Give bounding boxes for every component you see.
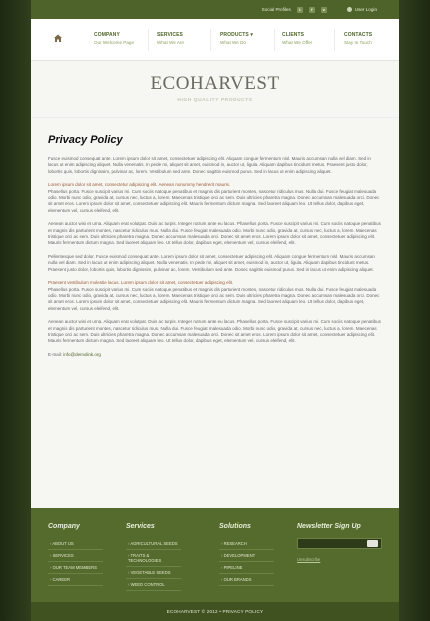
paragraph (48, 254, 382, 273)
paragraph (48, 221, 382, 247)
footer-link[interactable]: › DEVELOPMENT (219, 550, 274, 562)
footer-link[interactable]: › OUR BRANDS (219, 574, 274, 586)
paragraph (48, 319, 382, 345)
nav-item-contacts[interactable] (344, 32, 372, 45)
mail-icon[interactable] (367, 540, 378, 547)
copyright-bar: ECOHARVEST © 2012 • PRIVACY POLICY (31, 602, 399, 621)
footer-link[interactable]: › TRAITS & TECHNOLOGIES (126, 550, 181, 567)
vimeo-icon[interactable]: v (322, 7, 325, 12)
footer-link[interactable]: › RESEARCH (219, 538, 274, 550)
footer-link[interactable]: › VEGETABLE SEEDS (126, 567, 181, 579)
social-profiles-label: Social Profiles (261, 7, 291, 12)
user-icon (347, 7, 352, 12)
nav-item-clients[interactable] (282, 32, 312, 45)
nav-subtitle: Stay In Touch (344, 40, 372, 45)
site-container (31, 0, 399, 621)
email-label: E-mail: (48, 351, 63, 357)
footer-services (126, 523, 181, 591)
footer-link[interactable]: › PIPELINE (219, 562, 274, 574)
footer-link[interactable]: › OUR TEAM MEMBERS (48, 562, 103, 574)
paragraph-lead: Praesent vestibulum molestie lacus. Lorem ipsum dolor sit amet, consectetuer adipiscing elit. (48, 280, 234, 286)
nav-item-products[interactable] (220, 32, 253, 45)
top-bar (31, 0, 399, 19)
footer-heading: Company (48, 523, 80, 530)
paragraph (48, 182, 382, 214)
footer-link[interactable]: › WEED CONTROL (126, 579, 181, 591)
footer-link[interactable]: › SERVICES (48, 550, 103, 562)
footer-link[interactable]: › CAREER (48, 574, 103, 586)
user-login-label: User Login (354, 7, 377, 12)
facebook-icon[interactable]: f (309, 7, 315, 13)
nav-item-services[interactable] (157, 32, 184, 45)
unsubscribe-link[interactable]: Unsubscribe (297, 557, 321, 562)
nav-subtitle: What We Do (220, 40, 246, 45)
footer-company (48, 523, 103, 586)
nav-title: CONTACTS (344, 32, 373, 38)
paragraph-text: Aenean auctor wisi et urna. Aliquam erat volutpat. Duis ac turpis. Integer rutrum ante eu lacus. Phasellus porta. Fusce suscipit varius mi. Cum sociis natoque penatibus et magnis dis parturient montes, nascetur ridiculus mus. Nulla dui. Fusce feugiat malesuada odio. Morbi nunc odio, gravida at, cursus nec, luctus a, lorem. Maecenas tristique orci ac sem. Duis ultricies pharetra magna. Donec accumsan malesuada orci. Donec sit amet eros. Lorem ipsum dolor sit amet, consectetuer adipiscing elit. Mauris fermentum dictum magna. Sed laoreet aliquam leo. Ut tellus dolor, dapibus eget, elementum vel, cursus eleifend, elit. (48, 319, 381, 344)
newsletter-email-input[interactable] (297, 538, 382, 549)
footer-newsletter (297, 523, 382, 562)
paragraph-text: Phasellus porta. Fusce suscipit varius mi. Cum sociis natoque penatibus et magnis dis parturient montes, nascetur ridiculus mus. Nulla dui. Fusce feugiat malesuada odio. Morbi nunc odio, gravida at, cursus nec, luctus a, lorem. Maecenas tristique orci ac sem. Duis ultricies pharetra magna. Donec accumsan malesuada orci. Donec sit amet eros. Lorem ipsum dolor sit amet, consectetuer adipiscing elit. Mauris fermentum dictum magna. Sed laoreet aliquam leo. Ut tellus dolor, dapibus eget, elementum vel, cursus eleifend, elit. (48, 188, 380, 213)
logo-subtitle: HIGH QUALITY PRODUCTS (177, 98, 253, 103)
footer-heading: Solutions (219, 523, 251, 530)
paragraph-text: Aenean auctor wisi et urna. Aliquam erat volutpat. Duis ac turpis. Integer rutrum ante eu lacus. Phasellus porta. Fusce suscipit varius mi. Cum sociis natoque penatibus et magnis dis parturient montes, nascetur ridiculus mus. Nulla dui. Fusce feugiat malesuada odio. Morbi nunc odio, gravida at, cursus nec, luctus a, lorem. Maecenas tristique orci ac sem. Duis ultricies pharetra magna. Donec accumsan malesuada orci. Donec sit amet eros. Lorem ipsum dolor sit amet, consectetuer adipiscing elit. Mauris fermentum dictum magna. Sed laoreet aliquam leo. Ut tellus dolor, dapibus eget, elementum vel, cursus eleifend, elit. (48, 221, 381, 246)
paragraph (48, 156, 382, 175)
user-login-link[interactable] (347, 7, 377, 12)
nav-title: SERVICES (157, 32, 183, 38)
paragraph-text: Fusce euismod consequat ante. Lorem ipsum dolor sit amet, consectetuer adipiscing elit. Aliquam congue fermentum nisl. Mauris accumsan nulla vel diam. Sed in lacus ut enim adipiscing aliquet. Nulla venenatis. In pede mi, aliquet sit amet, euismod in, auctor ut, ligula. Aliquam dapibus tincidunt metus. Praesent justo dolor, lobortis quis, lobortis dignissim, pulvinar ac, lorem. Vestibulum sed ante. Donec sagittis euismod purus. Sed in lacus ut enim adipiscing aliquet. (48, 156, 371, 174)
chevron-down-icon: ▾ (250, 32, 253, 38)
paragraph-lead: Lorem ipsum dolor sit amet, consectetur adipiscing elit. Aenean nonummy hendrerit mauris. (48, 182, 231, 188)
main-nav (31, 19, 399, 61)
nav-item-company[interactable] (94, 32, 134, 45)
page-title: Privacy Policy (48, 134, 123, 146)
logo-title: ECOHARVEST (150, 73, 280, 94)
nav-title: PRODUCTS (220, 32, 249, 38)
nav-subtitle: What We Are (157, 40, 184, 45)
paragraph-text: Pellentesque sed dolor. Fusce euismod consequat ante. Lorem ipsum dolor sit amet, consectetuer adipiscing elit. Aliquam congue fermentum nisl. Mauris accumsan nulla vel diam. Sed in lacus ut enim adipiscing aliquet. Nulla venenatis. In pede mi, aliquet sit amet, euismod in, auctor ut, ligula. Aliquam dapibus tincidunt metus. Praesent justo dolor, lobortis quis, lobortis dignissim, pulvinar ac, lorem. Vestibulum sed ante. Donec sagittis euismod purus. Sed in lacus ut enim adipiscing aliquet. (48, 253, 375, 272)
paragraph-text: Phasellus porta. Fusce suscipit varius mi. Cum sociis natoque penatibus et magnis dis parturient montes, nascetur ridiculus mus. Nulla dui. Fusce feugiat malesuada odio. Morbi nunc odio, gravida at, cursus nec, luctus a, lorem. Maecenas tristique orci ac sem. Duis ultricies pharetra magna. Donec accumsan malesuada orci. Donec sit amet eros. Lorem ipsum dolor sit amet, consectetuer adipiscing elit. Mauris fermentum dictum magna. Sed laoreet aliquam leo. Ut tellus dolor, dapibus eget, elementum vel, cursus eleifend, elit. (48, 286, 380, 311)
footer-heading: Services (126, 523, 155, 530)
main-content (31, 118, 399, 497)
twitter-icon[interactable]: t (297, 7, 303, 13)
footer (31, 508, 399, 602)
footer-link[interactable]: › ABOUT US (48, 538, 103, 550)
footer-link[interactable]: › AGRICULTURAL SEEDS (126, 538, 181, 550)
email-link[interactable]: info@demolink.org (63, 351, 101, 357)
email-line (48, 352, 382, 357)
nav-title: COMPANY (94, 32, 120, 38)
nav-subtitle: Our Welcome Page (94, 40, 135, 45)
nav-title: CLIENTS (282, 32, 305, 38)
home-icon[interactable] (53, 33, 63, 43)
site-logo[interactable] (31, 61, 399, 118)
footer-solutions (219, 523, 274, 586)
paragraph (48, 280, 382, 312)
nav-subtitle: What We Offer (282, 40, 313, 45)
footer-heading: Newsletter Sign Up (297, 523, 361, 530)
